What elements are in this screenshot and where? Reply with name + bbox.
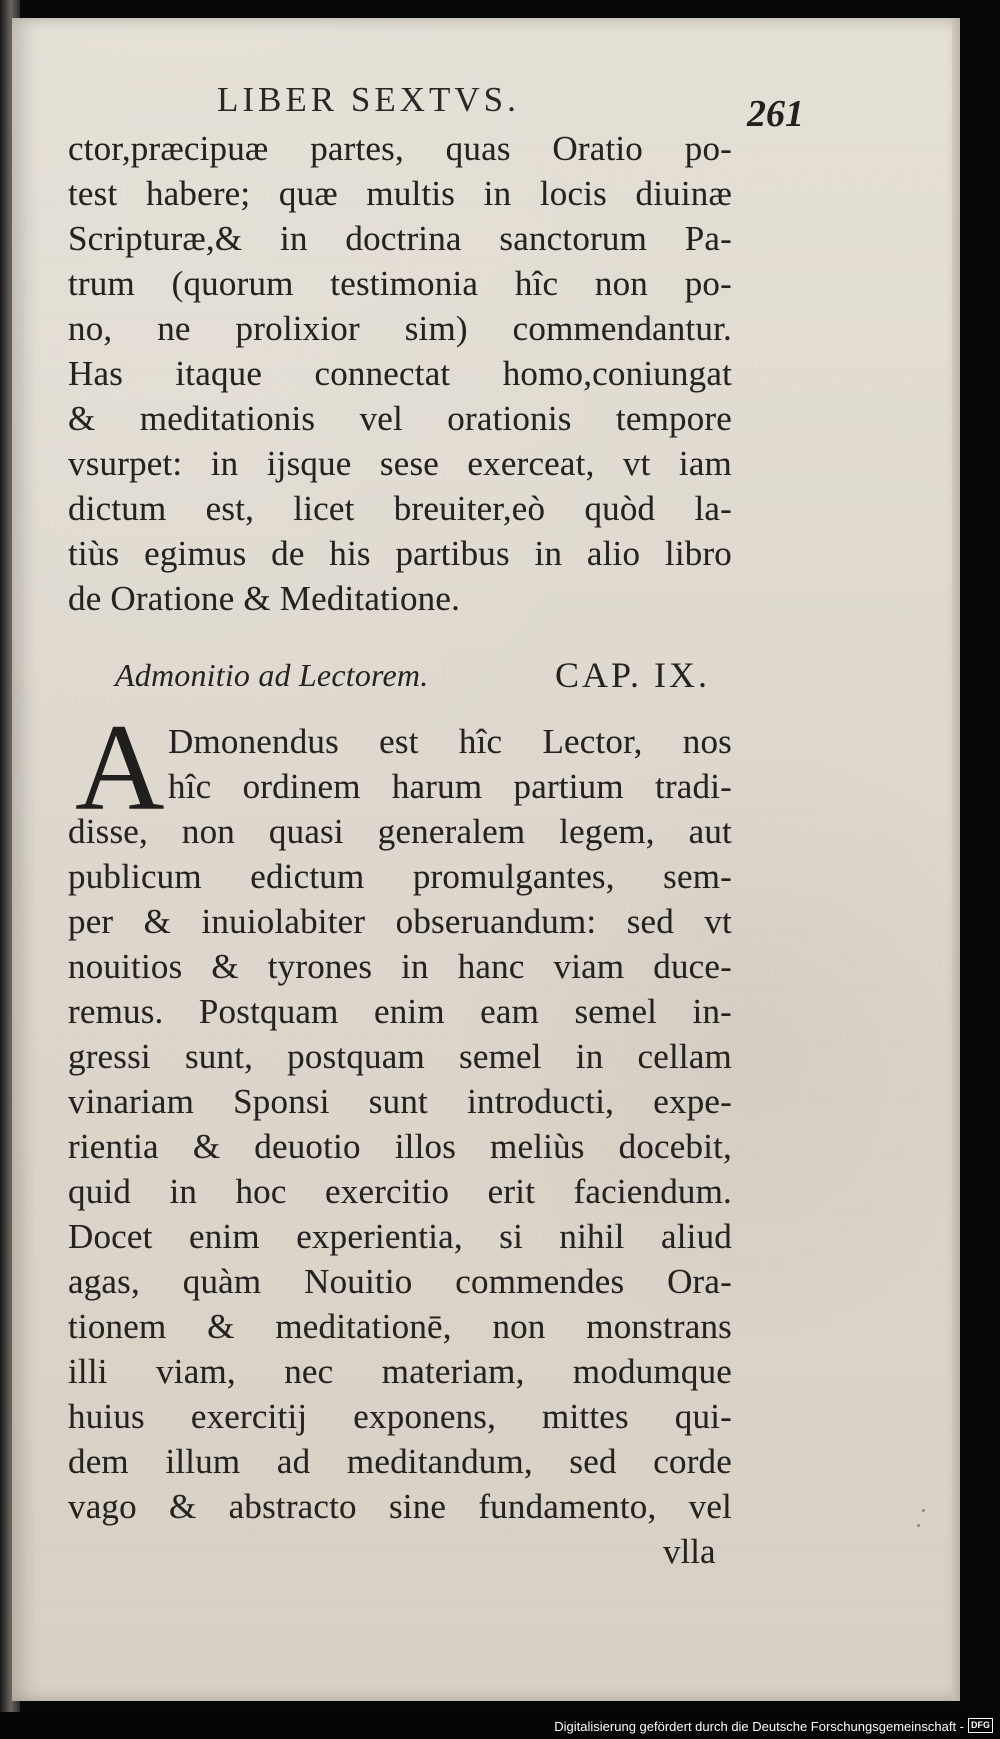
text-line: tiùs egimus de his partibus in alio libro [68, 534, 732, 573]
text-line: per & inuiolabiter obseruandum: sed vt [68, 902, 732, 941]
text-line: huius exercitij exponens, mittes qui- [68, 1397, 732, 1436]
text-line: ctor,præcipuæ partes, quas Oratio po- [68, 129, 732, 168]
text-line: disse, non quasi generalem legem, aut [68, 812, 732, 851]
text-line: publicum edictum promulgantes, sem- [68, 857, 732, 896]
paper-speck [922, 1509, 925, 1512]
text-line: quid in hoc exercitio erit faciendum. [68, 1172, 732, 1211]
text-line: rientia & deuotio illos meliùs docebit, [68, 1127, 732, 1166]
body-second-line [168, 764, 732, 809]
text-line: remus. Postquam enim eam semel in- [68, 992, 732, 1031]
page-number: 261 [747, 93, 804, 135]
drop-cap: A [75, 699, 165, 836]
book-page [12, 18, 960, 1701]
paper-speck [917, 1524, 920, 1527]
text-line: gressi sunt, postquam semel in cellam [68, 1037, 732, 1076]
text-line: Dmonendus est hîc Lector, nos [168, 722, 732, 761]
text-line: tionem & meditationē, non monstrans [68, 1307, 732, 1346]
text-line: dem illum ad meditandum, sed corde [68, 1442, 732, 1481]
chapter-number: CAP. IX. [554, 655, 710, 695]
text-line: no, ne prolixior sim) commendantur. [68, 309, 732, 348]
text-line: hîc ordinem harum partium tradi- [168, 767, 732, 806]
text-line: illi viam, nec materiam, modumque [68, 1352, 732, 1391]
dfg-logo: DFG [968, 1718, 993, 1733]
text-line: de Oratione & Meditatione. [68, 579, 461, 618]
body-paragraph [68, 809, 732, 1529]
text-line: test habere; quæ multis in locis diuinæ [68, 174, 732, 213]
text-line: Has itaque connectat homo,coniungat [68, 354, 732, 393]
text-line: trum (quorum testimonia hîc non po- [68, 264, 732, 303]
text-line: Docet enim experientia, si nihil aliud [68, 1217, 732, 1256]
text-line: agas, quàm Nouitio commendes Ora- [68, 1262, 732, 1301]
running-head: LIBER SEXTVS. [217, 80, 520, 119]
text-line: & meditationis vel orationis tempore [68, 399, 732, 438]
body-first-line [168, 719, 732, 764]
text-line: nouitios & tyrones in hanc viam duce- [68, 947, 732, 986]
text-line: vinariam Sponsi sunt introducti, expe- [68, 1082, 732, 1121]
top-paragraph [68, 126, 732, 621]
digitization-credit: Digitalisierung gefördert durch die Deutsche Forschungsgemeinschaft - [554, 1719, 964, 1734]
text-line: dictum est, licet breuiter,eò quòd la- [68, 489, 732, 528]
text-line: Scripturæ,& in doctrina sanctorum Pa- [68, 219, 732, 258]
text-line: vsurpet: in ijsque sese exerceat, vt iam [68, 444, 732, 483]
catchword: vlla [663, 1532, 716, 1571]
chapter-title: Admonitio ad Lectorem. [115, 657, 429, 693]
chapter-heading [115, 653, 710, 701]
text-line: vago & abstracto sine fundamento, vel [68, 1487, 732, 1526]
